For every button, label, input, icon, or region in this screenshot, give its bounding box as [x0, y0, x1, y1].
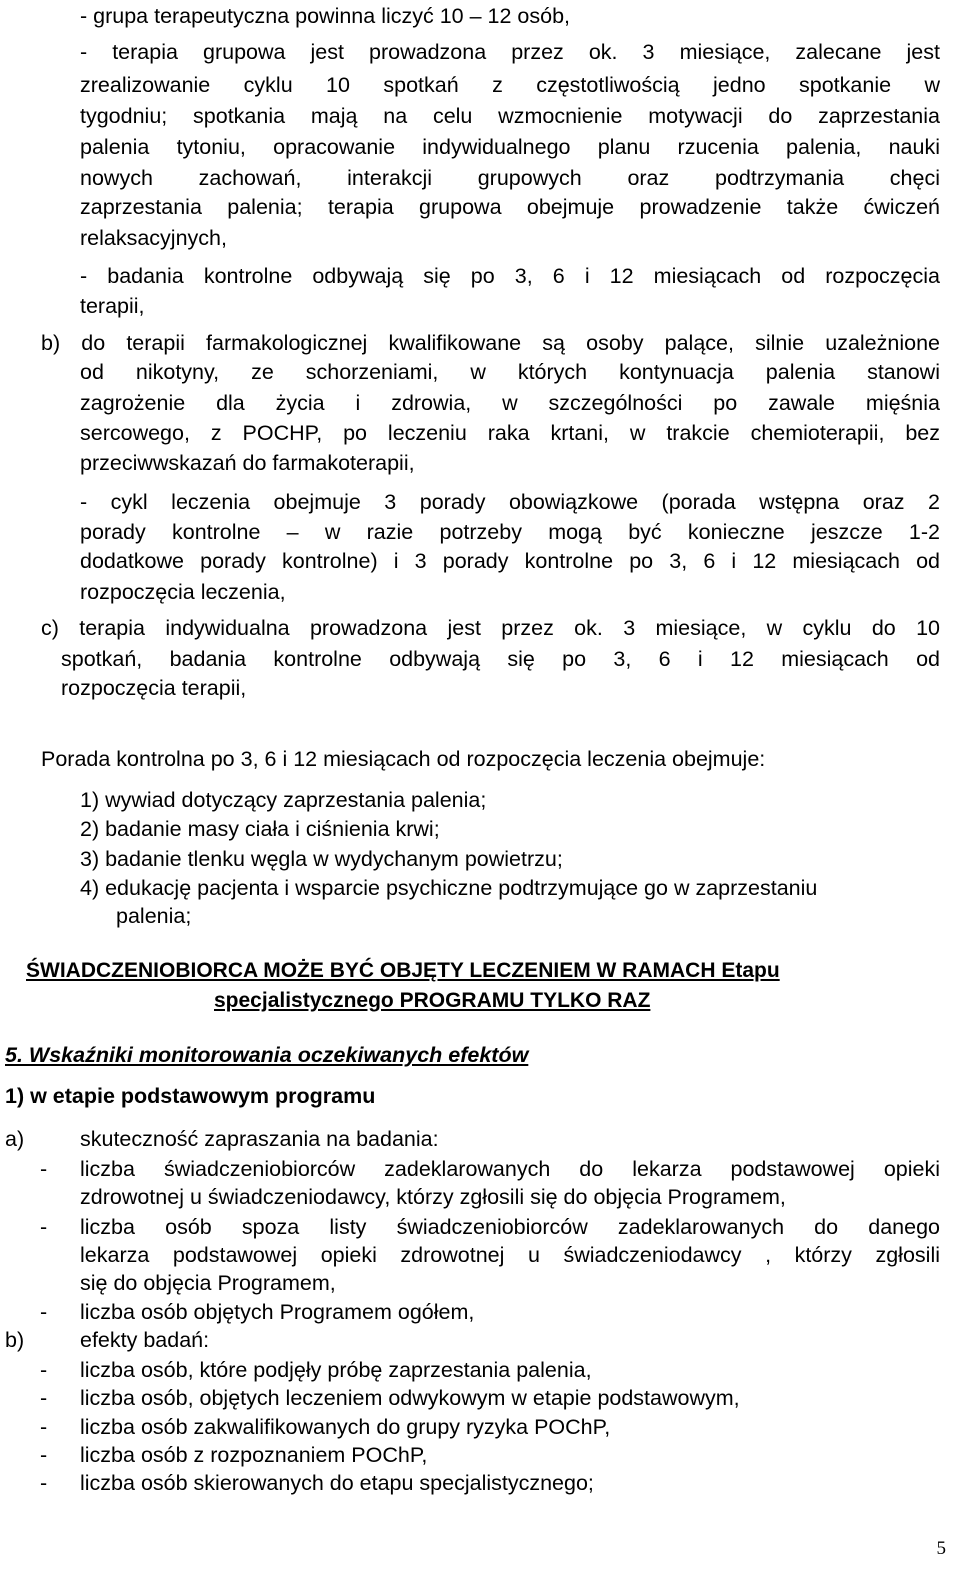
text-line: się do objęcia Programem, — [80, 1271, 336, 1295]
text-line: palenia tytoniu, opracowanie indywidualnego planu rzucenia palenia, nauki — [80, 135, 940, 159]
notice-line: specjalistycznego PROGRAMU TYLKO RAZ — [214, 989, 651, 1012]
text-line: relaksacyjnych, — [80, 226, 227, 250]
dash-marker: - — [40, 1471, 48, 1495]
subsection-heading: 1) w etapie podstawowym programu — [5, 1084, 376, 1108]
text-line: c) terapia indywidualna prowadzona jest przez ok. 3 miesiące, w cyklu do 10 — [41, 616, 940, 640]
dash-marker: - — [40, 1157, 48, 1181]
text-line: - terapia grupowa jest prowadzona przez ok. 3 miesiące, zalecane jest — [80, 40, 940, 64]
list-item: 3) badanie tlenku węgla w wydychanym powietrzu; — [80, 847, 563, 871]
list-item-continuation: palenia; — [116, 904, 192, 928]
text-line: - badania kontrolne odbywają się po 3, 6 i 12 miesiącach od rozpoczęcia — [80, 264, 940, 288]
text-line: liczba osób skierowanych do etapu specjalistycznego; — [80, 1471, 594, 1495]
section-heading: 5. Wskaźniki monitorowania oczekiwanych efektów — [5, 1043, 529, 1067]
text-line: sercowego, z POCHP, po leczeniu raka krtani, w trakcie chemioterapii, bez — [80, 421, 940, 445]
text-line: liczba osób, które podjęły próbę zaprzestania palenia, — [80, 1358, 592, 1382]
text-line: spotkań, badania kontrolne odbywają się po 3, 6 i 12 miesiącach od — [61, 647, 940, 671]
text-line: rozpoczęcia terapii, — [61, 676, 247, 700]
text-line: lekarza podstawowej opieki zdrowotnej u świadczeniodawcy , którzy zgłosili — [80, 1243, 940, 1267]
list-marker: a) — [5, 1127, 25, 1151]
text-line: zaprzestania palenia; terapia grupowa obejmuje prowadzenie także ćwiczeń — [80, 195, 940, 219]
dash-marker: - — [40, 1386, 48, 1410]
notice-line: ŚWIADCZENIOBIORCA MOŻE BYĆ OBJĘTY LECZENIEM W RAMACH Etapu — [26, 959, 780, 982]
dash-marker: - — [40, 1415, 48, 1439]
text-line: dodatkowe porady kontrolne) i 3 porady kontrolne po 3, 6 i 12 miesiącach od — [80, 549, 940, 573]
text-line: przeciwwskazań do farmakoterapii, — [80, 451, 415, 475]
text-line: porady kontrolne – w razie potrzeby mogą być konieczne jeszcze 1-2 — [80, 520, 940, 544]
text-line: tygodniu; spotkania mają na celu wzmocnienie motywacji do zaprzestania — [80, 104, 940, 128]
text-line: liczba świadczeniobiorców zadeklarowanych do lekarza podstawowej opieki — [80, 1157, 940, 1181]
text-line: liczba osób spoza listy świadczeniobiorców zadeklarowanych do danego — [80, 1215, 940, 1239]
text-line: liczba osób z rozpoznaniem POChP, — [80, 1443, 428, 1467]
text-line: zrealizowanie cyklu 10 spotkań z częstotliwością jedno spotkanie w — [80, 73, 940, 97]
list-item: 2) badanie masy ciała i ciśnienia krwi; — [80, 817, 440, 841]
dash-marker: - — [40, 1358, 48, 1382]
list-item: 4) edukację pacjenta i wsparcie psychiczne podtrzymujące go w zaprzestaniu — [80, 876, 818, 900]
list-item: 1) wywiad dotyczący zaprzestania palenia; — [80, 788, 487, 812]
text-line: nowych zachowań, interakcji grupowych oraz podtrzymania chęci — [80, 166, 940, 190]
list-label: efekty badań: — [80, 1328, 210, 1352]
text-line: zagrożenie dla życia i zdrowia, w szczególności po zawale mięśnia — [80, 391, 940, 415]
text-line: terapii, — [80, 294, 145, 318]
text-line: rozpoczęcia leczenia, — [80, 580, 286, 604]
list-marker: b) — [5, 1328, 25, 1352]
text-line: liczba osób, objętych leczeniem odwykowym w etapie podstawowym, — [80, 1386, 740, 1410]
text-line: liczba osób objętych Programem ogółem, — [80, 1300, 475, 1324]
text-line: b) do terapii farmakologicznej kwalifikowane są osoby palące, silnie uzależnione — [41, 331, 940, 355]
list-label: skuteczność zapraszania na badania: — [80, 1127, 439, 1151]
page-number: 5 — [936, 1538, 946, 1559]
dash-marker: - — [40, 1215, 48, 1239]
text-line: - cykl leczenia obejmuje 3 porady obowiązkowe (porada wstępna oraz 2 — [80, 490, 940, 514]
dash-marker: - — [40, 1300, 48, 1324]
text-line: liczba osób zakwalifikowanych do grupy ryzyka POChP, — [80, 1415, 611, 1439]
text-line: - grupa terapeutyczna powinna liczyć 10 – 12 osób, — [80, 4, 571, 28]
text-line: od nikotyny, ze schorzeniami, w których kontynuacja palenia stanowi — [80, 360, 940, 384]
text-line: zdrowotnej u świadczeniodawcy, którzy zgłosili się do objęcia Programem, — [80, 1185, 786, 1209]
control-visit-intro: Porada kontrolna po 3, 6 i 12 miesiącach od rozpoczęcia leczenia obejmuje: — [41, 747, 766, 771]
dash-marker: - — [40, 1443, 48, 1467]
